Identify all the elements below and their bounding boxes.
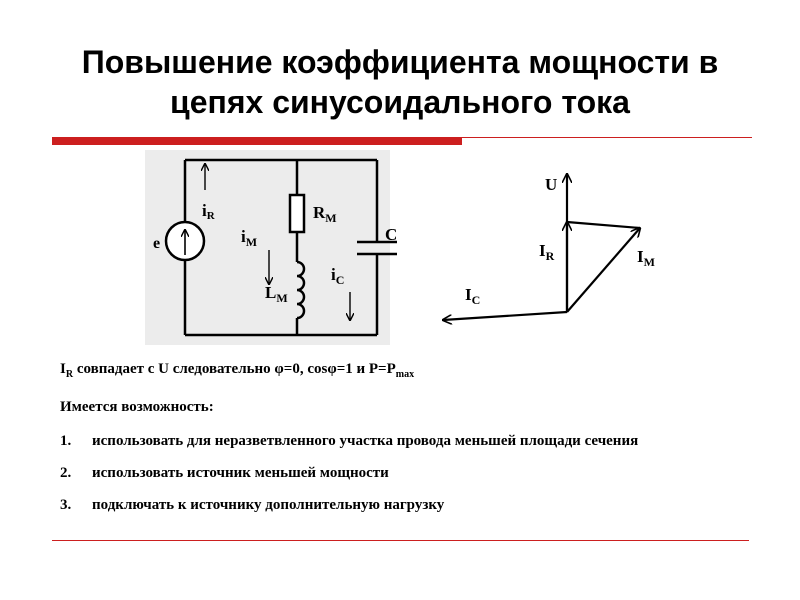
resistor-rm: [290, 195, 304, 232]
bottom-rule: [52, 540, 749, 541]
title-underline-thin: [462, 137, 752, 138]
list-item: 2. использовать источник меньшей мощности: [60, 465, 389, 481]
list-item: 3. подключать к источнику дополнительную нагрузку: [60, 497, 445, 513]
possibility-heading: Имеется возможность:: [60, 399, 214, 415]
label-ir: iR: [202, 201, 215, 222]
condition-line: $I_R$ совпадает с U следовательно φ=0, cosφ=1 и $P=P_{max}$: [60, 361, 415, 380]
possibility-list: [60, 432, 750, 528]
title-underline: [52, 137, 752, 145]
title-line-2: цепях синусоидального тока: [170, 84, 630, 120]
label-phasor-ic: $I_C$: [465, 285, 481, 307]
list-item: 1. использовать для неразветвленного участка провода меньшей площади сечения: [60, 433, 639, 449]
phasor-ic: [443, 312, 567, 320]
label-lm: $L_M$: [265, 283, 288, 305]
title-underline-thick: [52, 137, 462, 145]
label-u: U: [545, 175, 558, 194]
label-phasor-im: $I_M$: [637, 247, 655, 269]
label-rm: $R_M$: [313, 203, 337, 225]
slide-title: [0, 42, 800, 122]
label-c: C: [385, 225, 398, 244]
label-phasor-ir: $I_R$: [539, 241, 555, 263]
label-ic: $i_C$: [331, 265, 345, 287]
label-e: e: [153, 235, 161, 252]
circuit-and-phasor-diagram: [145, 150, 665, 345]
label-im: $i_M$: [241, 227, 258, 249]
phasor-dashed-link: [567, 222, 640, 228]
phasor-im: [567, 228, 640, 312]
title-line-1: Повышение коэффициента мощности в: [81, 44, 719, 80]
